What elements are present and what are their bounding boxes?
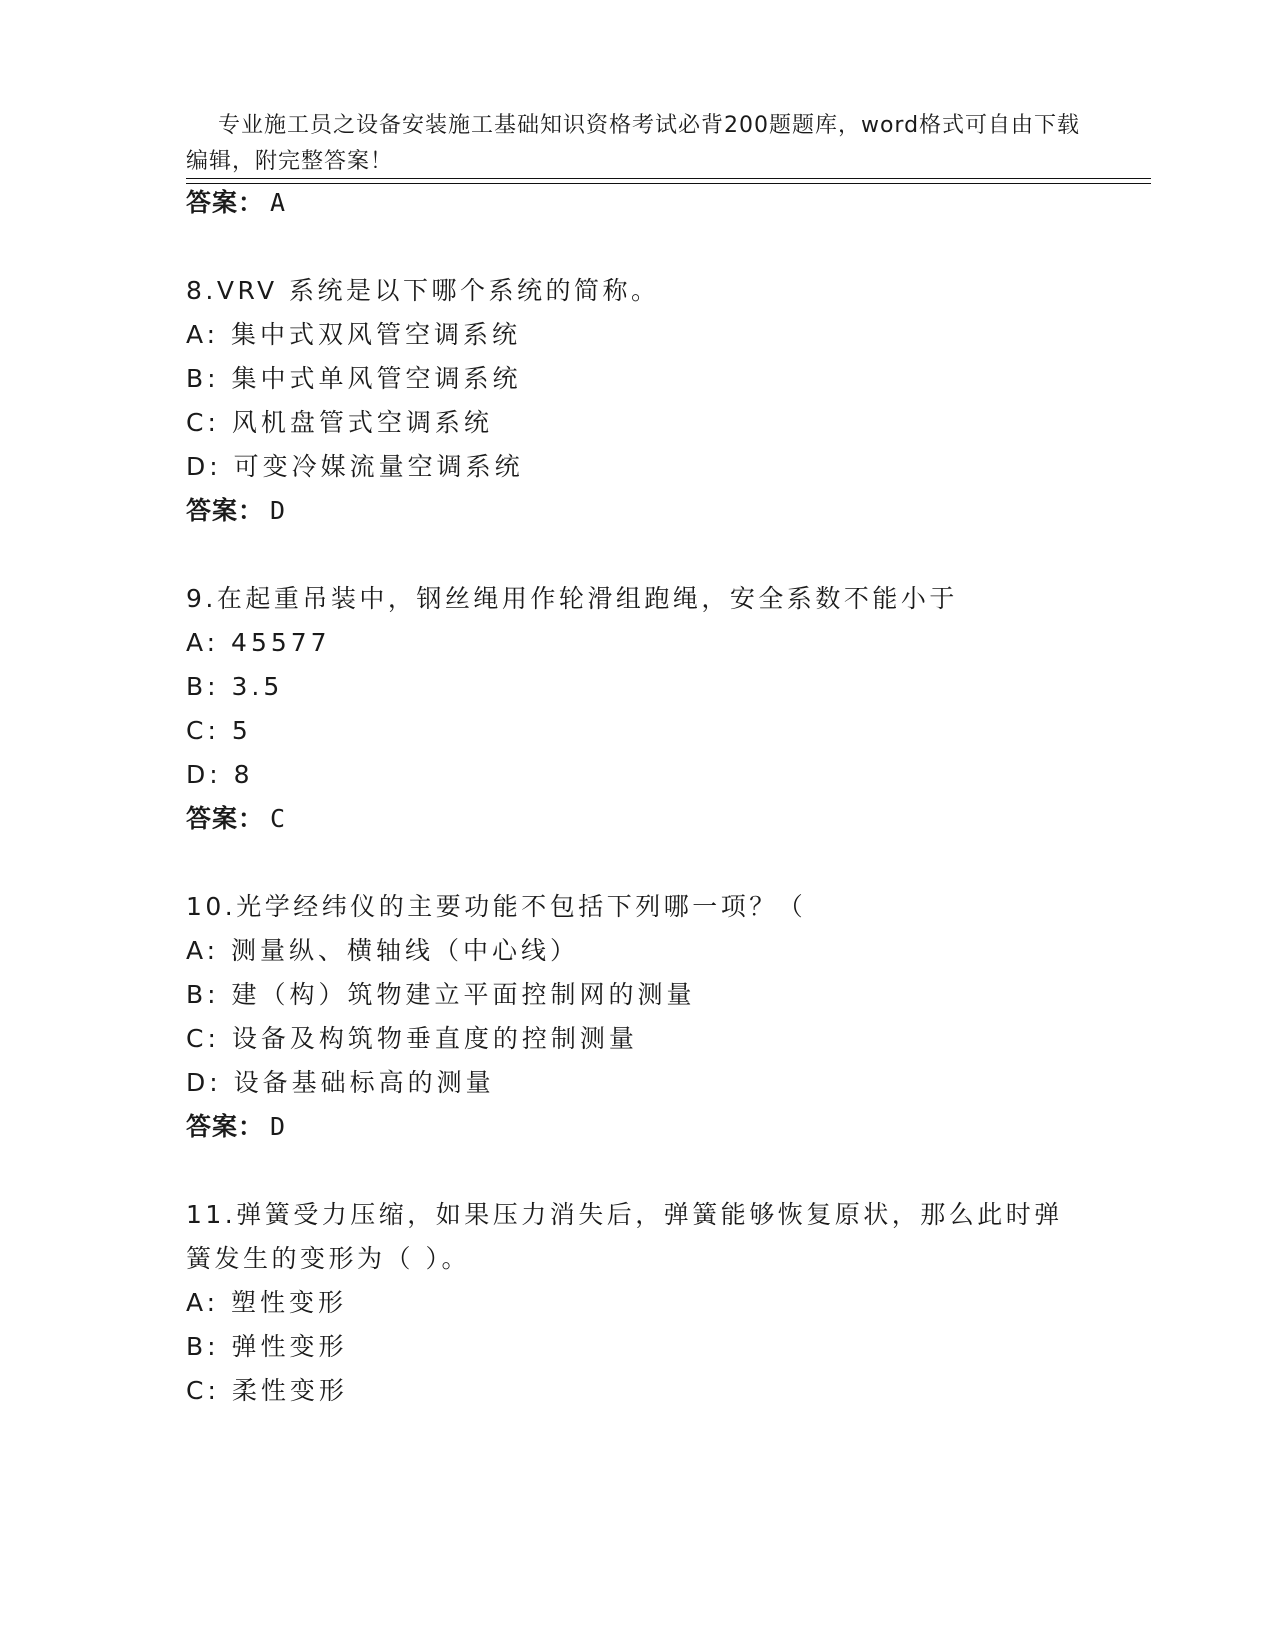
option-key: A: (186, 628, 220, 657)
option-key: A: (186, 936, 220, 965)
answer-value: C (270, 804, 287, 833)
q9-option-c (186, 714, 252, 748)
answer-label: 答案： (186, 804, 265, 833)
q8-answer (186, 494, 286, 528)
q9-option-d (186, 758, 254, 792)
q8-option-c (186, 406, 493, 440)
question-number: 8. (186, 276, 217, 305)
option-key: C: (186, 408, 220, 437)
header-divider-top (186, 178, 1151, 179)
question-11 (186, 1198, 1063, 1232)
question-text-line2: 簧发生的变形为（ ）。 (186, 1244, 470, 1273)
option-key: B: (186, 1332, 220, 1361)
option-text: 集中式单风管空调系统 (231, 364, 522, 393)
q9-option-b (186, 670, 283, 704)
option-text: 集中式双风管空调系统 (231, 320, 522, 349)
q8-option-b (186, 362, 522, 396)
question-9 (186, 582, 958, 616)
question-8 (186, 274, 660, 308)
header-divider-bottom (186, 183, 1151, 184)
document-header (186, 72, 1086, 216)
answer-label: 答案： (186, 188, 265, 217)
option-text: 塑性变形 (231, 1288, 348, 1317)
option-text: 3.5 (231, 672, 284, 701)
option-key: C: (186, 1376, 220, 1405)
question-number: 9. (186, 584, 217, 613)
q11-option-c (186, 1374, 348, 1408)
option-text: 设备基础标高的测量 (233, 1068, 495, 1097)
option-key: C: (186, 1024, 220, 1053)
option-key: B: (186, 364, 220, 393)
option-text: 可变冷媒流量空调系统 (233, 452, 524, 481)
option-key: B: (186, 980, 220, 1009)
question-text-line1: 弹簧受力压缩，如果压力消失后，弹簧能够恢复原状，那么此时弹 (236, 1200, 1063, 1229)
answer-label: 答案： (186, 1112, 265, 1141)
option-key: D: (186, 760, 222, 789)
q8-option-a (186, 318, 521, 352)
option-text: 测量纵、横轴线（中心线） (231, 936, 580, 965)
question-number: 10. (186, 892, 237, 921)
q8-option-d (186, 450, 524, 484)
option-key: A: (186, 320, 220, 349)
q10-answer (186, 1110, 286, 1144)
question-text: 在起重吊装中，钢丝绳用作轮滑组跑绳，安全系数不能小于 (216, 584, 958, 613)
question-10 (186, 890, 806, 924)
q9-answer (186, 802, 286, 836)
option-text: 5 (231, 716, 252, 745)
option-key: B: (186, 672, 220, 701)
option-text: 8 (233, 760, 254, 789)
answer-value: A (270, 188, 287, 217)
question-text: 光学经纬仪的主要功能不包括下列哪一项？（ (236, 892, 807, 921)
header-text: 专业施工员之设备安装施工基础知识资格考试必背200题题库，word格式可自由下载编辑，附完整答案！ (186, 113, 1081, 174)
option-key: A: (186, 1288, 220, 1317)
question-text: VRV 系统是以下哪个系统的简称。 (216, 276, 660, 305)
q11-option-b (186, 1330, 348, 1364)
answer-label: 答案： (186, 496, 265, 525)
option-text: 建（构）筑物建立平面控制网的测量 (231, 980, 696, 1009)
answer-value: D (270, 496, 287, 525)
answer-line (186, 186, 286, 220)
answer-value: D (270, 1112, 287, 1141)
option-text: 柔性变形 (231, 1376, 348, 1405)
question-number: 11. (186, 1200, 237, 1229)
option-text: 风机盘管式空调系统 (231, 408, 493, 437)
option-text: 设备及构筑物垂直度的控制测量 (231, 1024, 638, 1053)
q10-option-b (186, 978, 696, 1012)
q10-option-c (186, 1022, 638, 1056)
q10-option-d (186, 1066, 495, 1100)
q10-option-a (186, 934, 579, 968)
question-11-continued (186, 1242, 470, 1276)
option-text: 弹性变形 (231, 1332, 348, 1361)
option-key: D: (186, 1068, 222, 1097)
option-text: 45577 (231, 628, 331, 657)
q9-option-a (186, 626, 331, 660)
q11-option-a (186, 1286, 347, 1320)
option-key: C: (186, 716, 220, 745)
option-key: D: (186, 452, 222, 481)
